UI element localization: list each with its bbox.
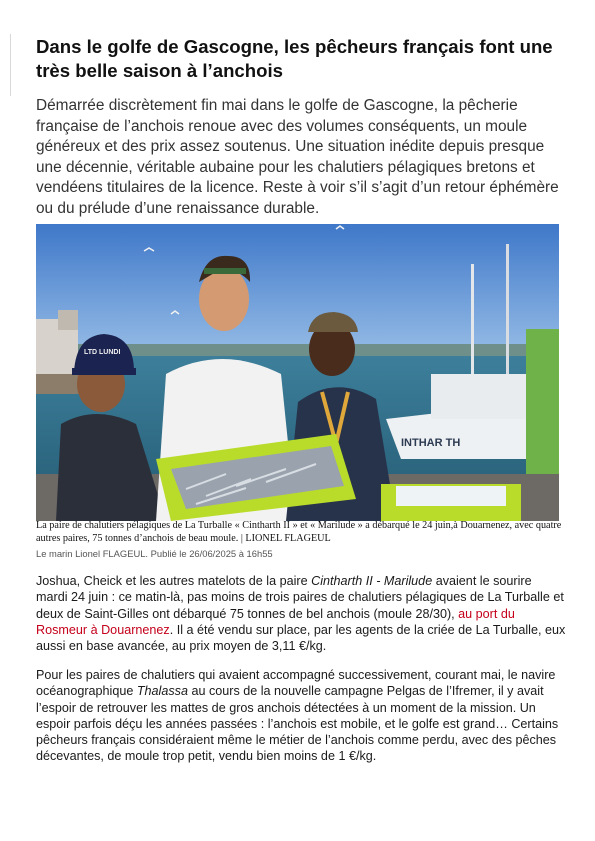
article-lede: Démarrée discrètement fin mai dans le golfe de Gascogne, la pêcherie française de l’anchois renoue avec des volumes conséquents, un moule généreux et des prix assez soutenus. Une situation inédite depuis presque une décennie, véritable aubaine pour les chalutiers pélagiques bretons et vendéens titulaires de la licence. Reste à voir s’il s’agit d’un retour éphémère ou du prélude d’une renaissance durable. — [36, 97, 559, 217]
rosmeur-port-link[interactable]: au port du Rosmeur à Douarnenez — [36, 606, 515, 637]
paragraph-text: Joshua, Cheick et les autres matelots de la paire — [36, 574, 312, 588]
byline-credit: Le marin Lionel FLAGEUL. Publié le 26/06/2025 à 16h55 — [36, 548, 273, 559]
vessel-names: Cintharth II - Marilude — [311, 574, 433, 588]
paragraph-text: au cours de la nouvelle campagne Pelgas de l’Ifremer, il y avait l’espoir de retrouver les mattes de gros anchois détectées à un moment de la mission. Un espoir parfois déçu les années passées : l’anchois est mobile, et le golfe est grand… Certains pêcheurs français considéraient même le métier de l’anchois comme perdu, avec des pêches décevantes, de moule trop petit, vendu bien moins de 1 €/kg. — [36, 684, 559, 764]
paragraph-text: Pour les paires de chalutiers qui avaient accompagné successivement, courant mai, le navire océanographique — [36, 668, 556, 699]
left-divider — [10, 34, 11, 96]
svg-text:INTHAR TH: INTHAR TH — [401, 437, 461, 449]
photo-caption: La paire de chalutiers pélagiques de La Turballe « Cintharth II » et « Marilude » a débarqué le 24 juin,à Douarnenez, avec quatre autres paires, 75 tonnes d’anchois de beau moule. | LIONEL FLAGEUL — [36, 520, 562, 544]
paragraph-text: avaient le sourire mardi 24 juin : ce matin-là, pas moins de trois paires de chalutiers pélagiques de La Turballe et deux de Saint-Gilles ont débarqué 75 tonnes de bel anchois (moule 28/30), — [36, 574, 564, 621]
body-paragraph-1 — [36, 573, 566, 654]
svg-text:LTD LUNDI: LTD LUNDI — [84, 349, 121, 356]
article-photo — [36, 224, 559, 521]
ice-crate — [381, 484, 521, 521]
ship-name: Thalassa — [136, 684, 188, 699]
body-paragraph-2 — [36, 667, 566, 765]
paragraph-text: . Il a été vendu sur place, par les agents de la criée de La Turballe, eux aussi en base avancée, au prix moyen de 3,11 €/kg. — [36, 622, 566, 654]
article-title: Dans le golfe de Gascogne, les pêcheurs français font une très belle saison à l’anchois — [36, 36, 553, 81]
